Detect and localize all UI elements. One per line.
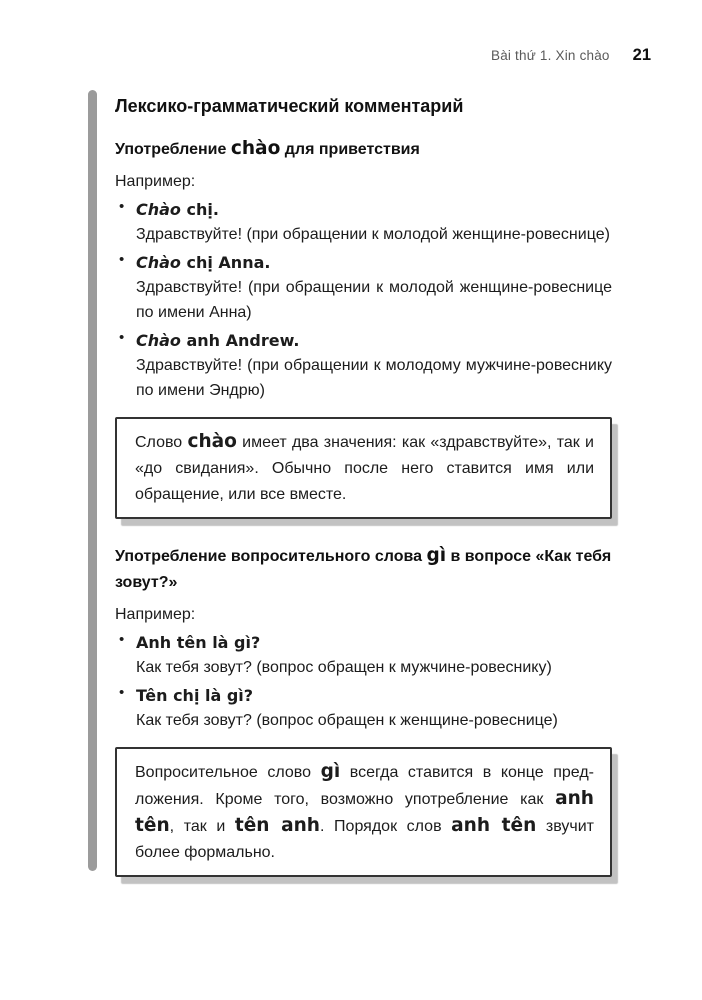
text-run: chị. — [180, 200, 219, 219]
vietnamese-term — [136, 250, 612, 275]
text-run: . Порядок слов — [320, 818, 452, 835]
note-box — [115, 417, 612, 519]
vietnamese-term — [136, 328, 612, 353]
example-list — [115, 630, 612, 733]
translation-text: Как тебя зовут? (вопрос обращен к мужчине-ровеснику) — [136, 659, 552, 676]
page-number: 21 — [632, 46, 651, 64]
text-run: всегда ставится в конце предложения. Кроме того, возможно употребление как — [135, 764, 594, 808]
text-run: Chào — [136, 253, 181, 272]
vietnamese-term — [136, 197, 612, 222]
text-run: , так и — [169, 818, 235, 835]
section-heading — [115, 543, 612, 596]
text-run: Слово — [135, 434, 188, 451]
section-accent-bar — [88, 90, 97, 871]
page-content — [115, 95, 612, 901]
running-head: Bài thứ 1. Xin chào — [490, 48, 610, 63]
text-run: Tên chị là gì? — [136, 686, 254, 705]
list-item — [115, 630, 612, 680]
note-box — [115, 747, 612, 877]
text-run: chị Anna. — [180, 253, 271, 272]
text-run: Chào — [136, 200, 181, 219]
list-item — [115, 250, 612, 325]
text-run: Вопросительное слово — [135, 764, 321, 781]
text-run: chào — [230, 138, 281, 159]
example-label: Например: — [115, 606, 196, 623]
section-chao-usage — [115, 136, 612, 519]
list-item — [115, 683, 612, 733]
text-run: Употребление — [115, 141, 231, 158]
example-list — [115, 197, 612, 403]
translation-text: Здравствуйте! (при обращении к молодой женщине-ровеснице) — [136, 226, 610, 243]
text-run: в вопросе «Как тебя зовут?» — [115, 548, 612, 591]
text-run: gì — [320, 761, 341, 782]
note-text — [135, 759, 594, 866]
text-run: имеет два значения: как «здравствуйте», так и «до свидания». Обычно после него ставится имя или обращение, или все вместе. — [135, 434, 594, 503]
vietnamese-term — [136, 630, 612, 655]
list-item — [115, 328, 612, 403]
text-run: tên anh — [234, 815, 321, 836]
translation-text: Как тебя зовут? (вопрос обращен к женщине-ровеснице) — [136, 712, 558, 729]
list-item — [115, 197, 612, 247]
text-run: gì — [426, 545, 447, 566]
text-run: anh tên — [135, 788, 594, 836]
text-run: Chào — [136, 331, 181, 350]
translation-text: Здравствуйте! (при обращении к молодому мужчине-ровеснику по имени Эндрю) — [136, 357, 612, 399]
text-run: Употребление вопросительного слова — [115, 548, 427, 565]
text-run: Anh tên là gì? — [136, 633, 261, 652]
text-run: anh tên — [451, 815, 537, 836]
text-run: anh Andrew. — [180, 331, 300, 350]
vietnamese-term — [136, 683, 612, 708]
text-run: chào — [187, 431, 237, 452]
page-title: Лексико-грамматический комментарий — [115, 96, 464, 116]
text-run: для приветствия — [280, 141, 420, 158]
translation-text: Здравствуйте! (при обращении к молодой женщине-ровеснице по имени Анна) — [136, 279, 612, 321]
section-gi-usage — [115, 543, 612, 877]
section-heading — [115, 136, 612, 163]
page-header — [491, 46, 651, 65]
note-text — [135, 429, 594, 508]
text-run: звучит более формально. — [135, 818, 594, 861]
example-label: Например: — [115, 173, 196, 190]
